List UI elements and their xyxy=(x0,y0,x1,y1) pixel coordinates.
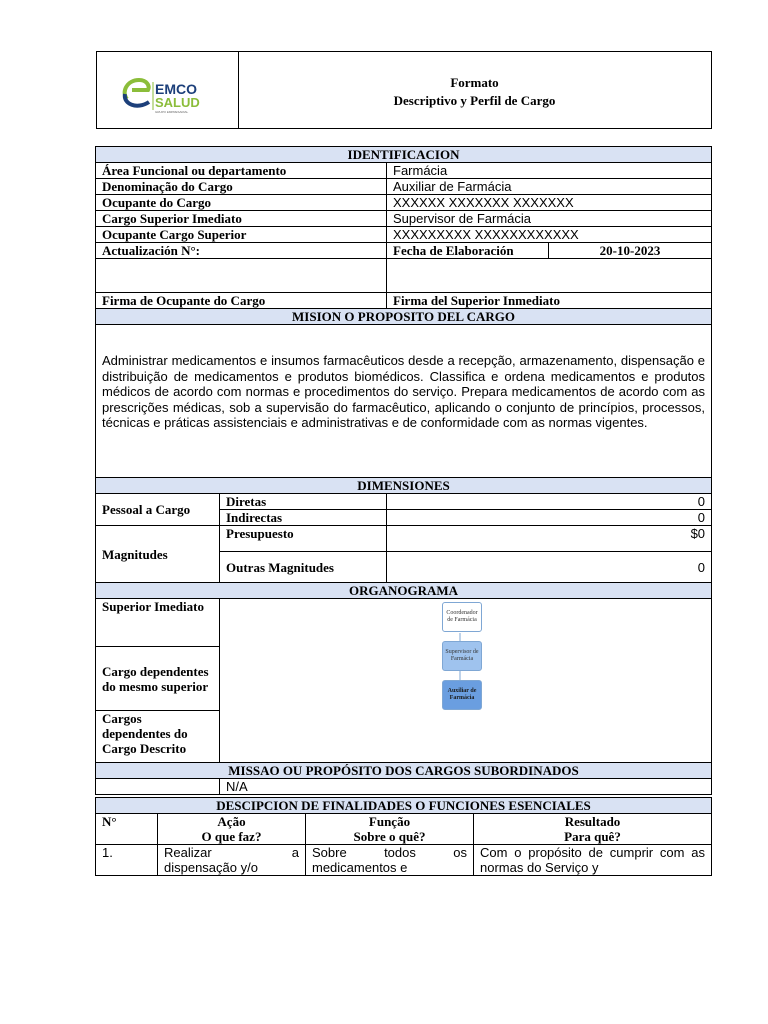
label-indirectas: Indirectas xyxy=(220,510,387,526)
section-missao-subordinados: MISSAO OU PROPÓSITO DOS CARGOS SUBORDINADOS xyxy=(96,763,712,779)
logo-cell xyxy=(97,52,239,128)
missao-sub-spacer xyxy=(96,779,220,795)
missao-sub-value: N/A xyxy=(220,779,712,795)
label-presupuesto: Presupuesto xyxy=(220,526,387,552)
value-cargo-superior: Supervisor de Farmácia xyxy=(387,211,712,227)
col-resultado-title: Resultado xyxy=(564,814,621,829)
value-outras: 0 xyxy=(387,552,712,583)
section-identificacion: IDENTIFICACION xyxy=(96,147,712,163)
label-dependentes-mesmo-superior: Cargo dependentes do mesmo superior xyxy=(96,647,220,711)
col-acao-title: Ação xyxy=(217,814,246,829)
col-funcao-header xyxy=(306,814,474,845)
organogram-area xyxy=(220,599,712,763)
col-funcao-title: Função xyxy=(368,814,411,829)
col-resultado-header xyxy=(474,814,712,845)
svg-text:EMCO: EMCO xyxy=(155,81,197,97)
document-title xyxy=(238,52,711,128)
profile-table xyxy=(95,146,712,795)
col-acao-subtitle: O que faz? xyxy=(201,829,262,844)
label-firma-superior: Firma del Superior Inmediato xyxy=(387,293,712,309)
label-ocupante: Ocupante do Cargo xyxy=(96,195,387,211)
label-cargos-dependentes: Cargos dependentes do Cargo Descrito xyxy=(96,711,220,763)
row1-funcao: Sobre todos os medicamentos e xyxy=(306,845,474,876)
label-superior-imediato: Superior Imediato xyxy=(96,599,220,647)
label-ocupante-superior: Ocupante Cargo Superior xyxy=(96,227,387,243)
signature-space-superior xyxy=(387,259,712,293)
svg-text:SALUD: SALUD xyxy=(155,95,200,110)
label-magnitudes: Magnitudes xyxy=(96,526,220,583)
row1-num: 1. xyxy=(96,845,158,876)
funciones-table xyxy=(95,797,712,876)
mision-text: Administrar medicamentos e insumos farmacêuticos desde a recepção, armazenamento, dispensação e distribuição de medicamentos e produtos biomédicos. Classifica e ordena medicamentos e produtos médicos de acordo com normas e procedimentos do serviço. Prepara medicamentos de acordo com as prescrições médicas, sob a supervisão do farmacêutico, aplicando o conjunto de princípios, processos, técnicas e práticas assistenciais e administrativas e de conformidade com as normas vigentes. xyxy=(96,325,712,478)
value-denominacao: Auxiliar de Farmácia xyxy=(387,179,712,195)
section-funciones: DESCIPCION DE FINALIDADES O FUNCIONES ESENCIALES xyxy=(96,798,712,814)
signature-space-ocupante xyxy=(96,259,387,293)
org-box-auxiliar: Auxiliar de Farmácia xyxy=(442,680,482,710)
value-indirectas: 0 xyxy=(387,510,712,526)
label-area-funcional: Área Funcional ou departamento xyxy=(96,163,387,179)
value-fecha: 20-10-2023 xyxy=(549,243,712,259)
org-box-coordenador: Coordenador de Farmácia xyxy=(442,602,482,632)
value-diretas: 0 xyxy=(387,494,712,510)
title-line-2: Descriptivo y Perfil de Cargo xyxy=(393,93,556,108)
table-row xyxy=(96,845,712,876)
row1-resultado: Com o propósito de cumprir com as normas do Serviço y xyxy=(474,845,712,876)
document-header xyxy=(96,51,712,129)
col-num-header: N° xyxy=(96,814,158,845)
label-outras: Outras Magnitudes xyxy=(220,552,387,583)
section-dimensiones: DIMENSIONES xyxy=(96,478,712,494)
label-fecha: Fecha de Elaboración xyxy=(387,243,549,259)
org-box-supervisor: Supervisor de Farmácia xyxy=(442,641,482,671)
value-ocupante-superior: XXXXXXXXX XXXXXXXXXXXX xyxy=(387,227,712,243)
value-area-funcional: Farmácia xyxy=(387,163,712,179)
emco-salud-logo xyxy=(97,52,238,128)
value-presupuesto: $0 xyxy=(387,526,712,552)
label-pessoal: Pessoal a Cargo xyxy=(96,494,220,526)
title-line-1: Formato xyxy=(450,75,499,90)
label-firma-ocupante: Firma de Ocupante do Cargo xyxy=(96,293,387,309)
svg-text:GRUPO EMPRESARIAL: GRUPO EMPRESARIAL xyxy=(155,110,189,114)
label-denominacao: Denominação do Cargo xyxy=(96,179,387,195)
row1-acao: Realizar a dispensação y/o xyxy=(158,845,306,876)
col-resultado-subtitle: Para quê? xyxy=(564,829,621,844)
section-organograma: ORGANOGRAMA xyxy=(96,583,712,599)
col-funcao-subtitle: Sobre o quê? xyxy=(353,829,426,844)
value-ocupante: XXXXXX XXXXXXX XXXXXXX xyxy=(387,195,712,211)
label-diretas: Diretas xyxy=(220,494,387,510)
section-mision: MISION O PROPOSITO DEL CARGO xyxy=(96,309,712,325)
label-actualizacion: Actualización N°: xyxy=(96,243,387,259)
label-cargo-superior: Cargo Superior Imediato xyxy=(96,211,387,227)
col-acao-header xyxy=(158,814,306,845)
